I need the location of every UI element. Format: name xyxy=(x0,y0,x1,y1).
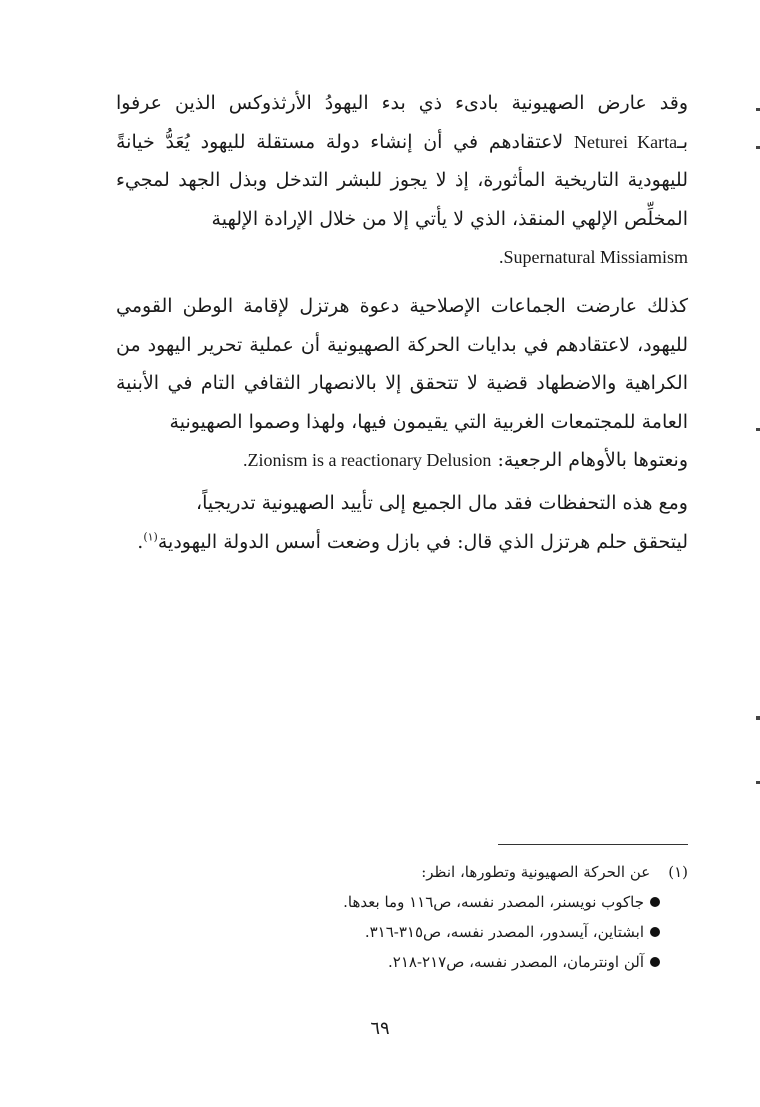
list-item xyxy=(116,887,688,917)
paragraph-gradual-support xyxy=(116,484,688,561)
footnote-number: (١) xyxy=(668,863,688,881)
paragraph-text xyxy=(116,84,688,277)
footnote-reference-list xyxy=(116,887,688,977)
footnotes xyxy=(116,857,688,977)
text-line-last xyxy=(116,523,688,562)
text-line: لليهودية التاريخية المأثورة، إذ لا يجوز للبشر التدخل وبذل الجهد لمجيء xyxy=(116,169,688,191)
paragraph-reform-opposition xyxy=(116,287,688,480)
paragraph-text xyxy=(116,484,688,561)
footnote-reference-text: ابشتاين، آيسدور، المصدر نفسه، ص٣١٥-٣١٦. xyxy=(364,923,644,941)
list-item xyxy=(116,917,688,947)
footnote-heading-text: عن الحركة الصهيونية وتطورها، انظر: xyxy=(421,863,651,881)
list-item xyxy=(116,947,688,977)
bullet-icon xyxy=(650,957,660,967)
text-line: ومع هذه التحفظات فقد مال الجميع إلى تأييد الصهيونية تدريجياً، xyxy=(196,492,688,514)
paragraph-orthodox-opposition xyxy=(116,84,688,277)
text-line: وقد عارض الصهيونية بادىء ذي بدء اليهودُ الأرثذوكس الذين عرفوا xyxy=(116,92,688,114)
text-line-last xyxy=(116,441,688,480)
scan-edge-mark xyxy=(756,716,760,720)
footnote-reference-text: جاكوب نويسنر، المصدر نفسه، ص١١٦ وما بعدها. xyxy=(343,893,644,911)
latin-term-neturei-karta: Neturei Karta xyxy=(574,131,678,152)
text-line: لاعتقادهم في أن إنشاء دولة مستقلة لليهود يُعَدُّ خيانةً xyxy=(116,130,564,153)
scan-edge-mark xyxy=(756,146,760,149)
scan-edge-mark xyxy=(756,781,760,784)
footnote-reference-text: آلن اونترمان، المصدر نفسه، ص٢١٧-٢١٨. xyxy=(388,953,644,971)
text-line: المخلِّص الإلهي المنقذ، الذي لا يأتي إلا من خلال الإرادة الإلهية xyxy=(211,207,688,230)
latin-term-supernatural: .Supernatural Missiamism xyxy=(499,247,688,267)
text-line: بـ xyxy=(677,130,688,153)
text-punctuation: . xyxy=(137,530,144,553)
scan-edge-mark xyxy=(756,108,760,111)
bullet-icon xyxy=(650,897,660,907)
text-line: الكراهية والاضطهاد قضية لا تتحقق إلا بالانصهار الثقافي التام في الأبنية xyxy=(116,372,688,394)
latin-term-zionism-delusion: .Zionism is a reactionary Delusion xyxy=(242,450,492,470)
bullet-icon xyxy=(650,927,660,937)
text-line: ليتحقق حلم هرتزل الذي قال: في بازل وضعت أسس الدولة اليهودية xyxy=(157,530,688,553)
text-line: ونعتوها بالأوهام الرجعية: xyxy=(497,449,688,471)
footnote-reference[interactable]: (١) xyxy=(143,530,158,544)
text-line: لليهود، لاعتقادهم في بدايات الحركة الصهيونية أن عملية تحرير اليهود من xyxy=(116,333,688,356)
page-number: ٦٩ xyxy=(370,1018,390,1039)
text-line: كذلك عارضت الجماعات الإصلاحية دعوة هرتزل لإقامة الوطن القومي xyxy=(116,295,688,317)
text-line: العامة للمجتمعات الغربية التي يقيمون فيها، ولهذا وصموا الصهيونية xyxy=(169,410,688,433)
footnote-divider xyxy=(498,844,688,845)
footnote-heading xyxy=(116,857,688,887)
paragraph-text xyxy=(116,287,688,480)
scan-edge-mark xyxy=(756,428,760,431)
